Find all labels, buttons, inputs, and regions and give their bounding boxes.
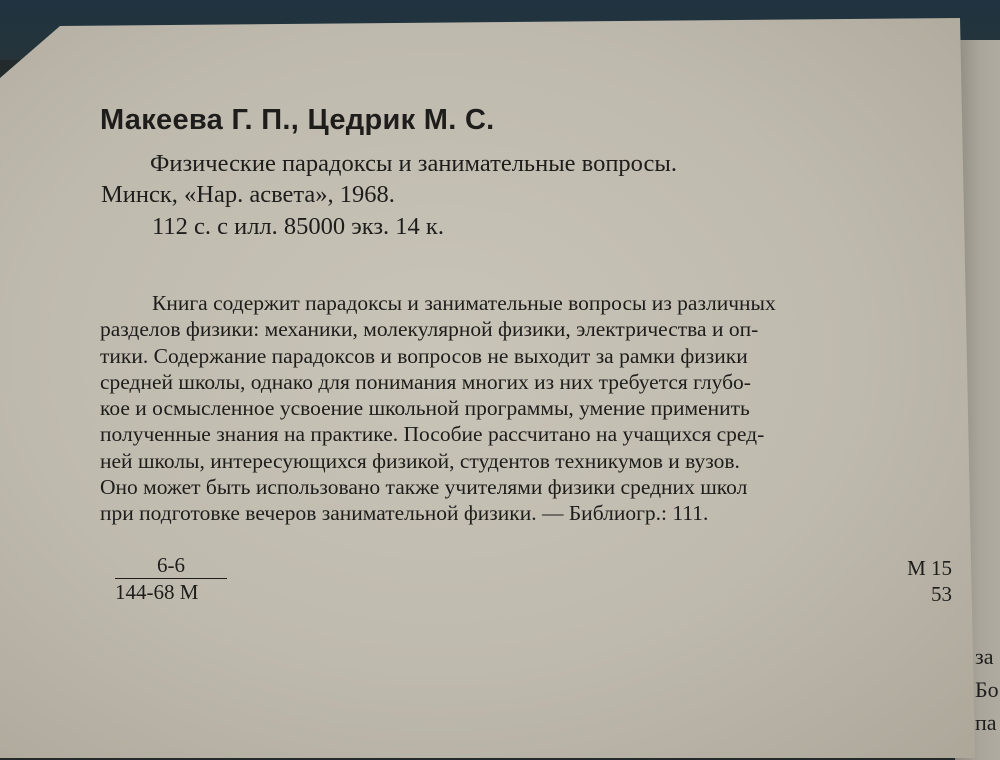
classification-code-right [890,555,952,607]
abstract-line: при подготовке вечеров занимательной физики. — Библиогр.: 111. [100,501,709,526]
next-page-line: Бо [975,677,999,702]
classification-right-bottom: 53 [931,582,952,606]
next-page-text [975,640,1000,739]
abstract-line: полученные знания на практике. Пособие рассчитано на учащихся сред- [100,422,765,447]
book-physical-description: 112 с. с илл. 85000 экз. 14 к. [152,213,444,240]
classification-right-top: М 15 [907,556,952,580]
classification-code-left [115,552,227,605]
abstract-line: Книга содержит парадоксы и занимательные вопросы из различных [152,291,776,315]
book-title: Физические парадоксы и занимательные вопросы. [150,150,678,177]
book-abstract [100,290,953,527]
abstract-line: кое и осмысленное усвоение школьной программы, умение применить [100,396,750,421]
abstract-line: Оно может быть использовано также учителями физики средних школ [100,475,748,500]
abstract-line: ней школы, интересующихся физикой, студентов техникумов и вузов. [100,448,740,473]
book-authors: Макеева Г. П., Цедрик М. С. [100,104,495,136]
abstract-line: разделов физики: механики, молекулярной физики, электричества и оп- [100,317,759,342]
next-page-line: па [975,710,997,735]
book-publisher: Минск, «Нар. асвета», 1968. [101,181,395,208]
next-page-line: за [975,644,994,669]
abstract-line: тики. Содержание парадоксов и вопросов не выходит за рамки физики [100,343,748,368]
classification-denominator: 144-68 М [115,578,227,605]
abstract-line: средней школы, однако для понимания многих из них требуется глубо- [100,369,751,394]
classification-numerator: 6-6 [157,553,185,577]
